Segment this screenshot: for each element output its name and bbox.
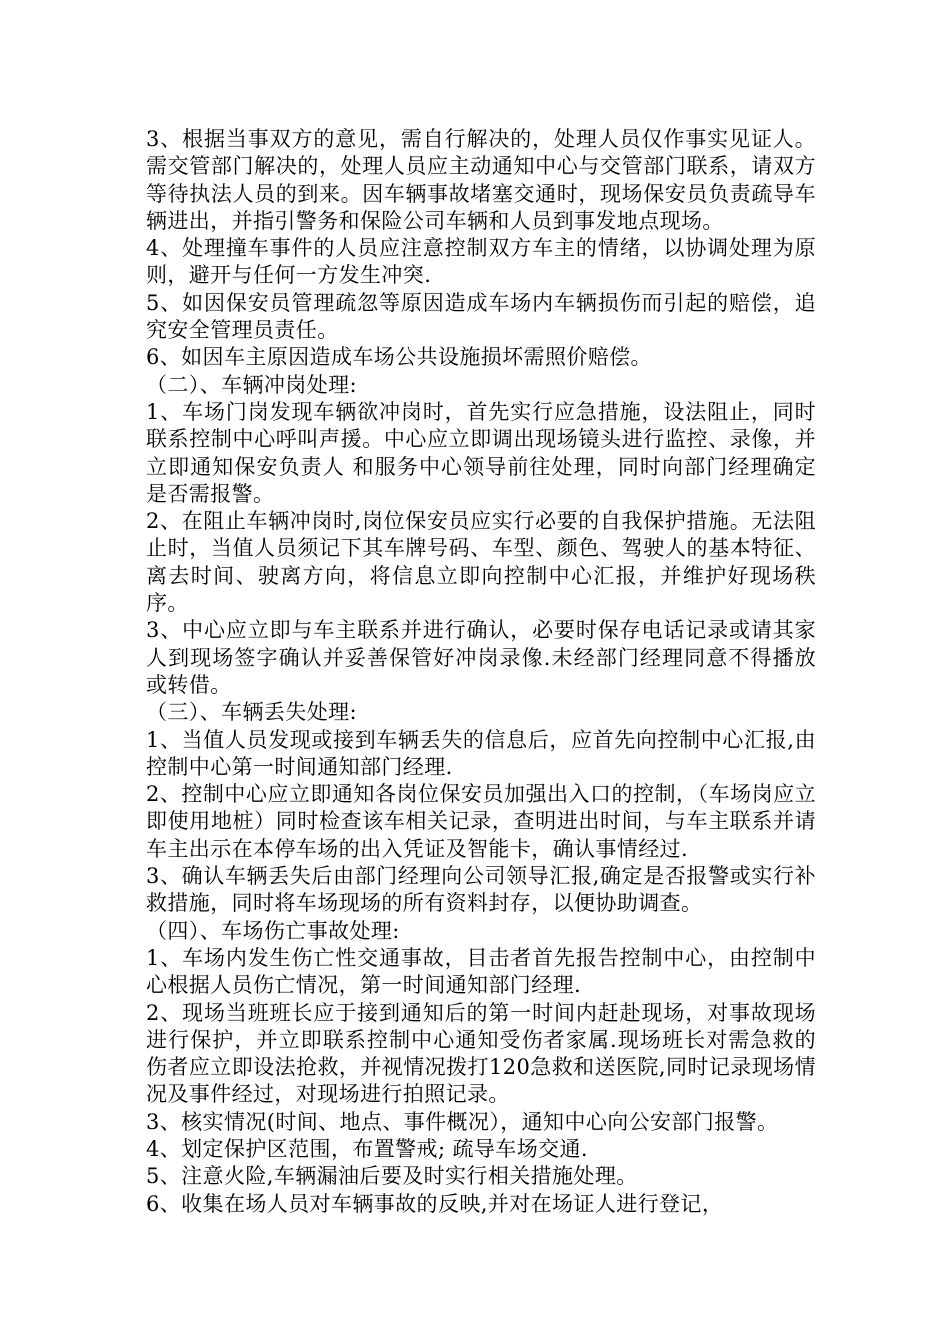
paragraph-casualty-6: 6、收集在场人员对车辆事故的反映,并对在场证人进行登记， bbox=[146, 1191, 724, 1216]
document-body bbox=[146, 126, 816, 1218]
paragraph-accident-3: 3、根据当事双方的意见，需自行解决的，处理人员仅作事实见证人。需交管部门解决的，处理人员应主动通知中心与交管部门联系，请双方等待执法人员的到来。因车辆事故堵塞交通时，现场保安员负责疏导车辆进出，并指引警务和保险公司车辆和人员到事发地点现场。 bbox=[146, 127, 816, 233]
paragraph-casualty-3: 3、核实情况(时间、地点、事件概况），通知中心向公安部门报警。 bbox=[146, 1109, 779, 1134]
paragraph-casualty-4: 4、划定保护区范围，布置警戒; 疏导车场交通. bbox=[146, 1136, 588, 1161]
paragraph-accident-6: 6、如因车主原因造成车场公共设施损坏需照价赔偿。 bbox=[146, 345, 652, 370]
paragraph-vehicle-loss-1: 1、当值人员发现或接到车辆丢失的信息后，应首先向控制中心汇报,由控制中心第一时间通知部门经理. bbox=[146, 727, 816, 779]
paragraph-break-gate-1: 1、车场门岗发现车辆欲冲岗时，首先实行应急措施，设法阻止，同时联系控制中心呼叫声援。中心应立即调出现场镜头进行监控、录像，并立即通知保安负责人 和服务中心领导前往处理，同时向部门经理确定是否需报警。 bbox=[146, 399, 816, 506]
paragraph-vehicle-loss-3: 3、确认车辆丢失后由部门经理向公司领导汇报,确定是否报警或实行补救措施，同时将车场现场的所有资料封存，以便协助调查。 bbox=[146, 864, 816, 916]
paragraph-break-gate-3: 3、中心应立即与车主联系并进行确认，必要时保存电话记录或请其家人到现场签字确认并妥善保管好冲岗录像.未经部门经理同意不得播放或转借。 bbox=[146, 618, 816, 697]
section-heading-vehicle-loss: （三）、车辆丢失处理: bbox=[146, 700, 357, 725]
section-heading-casualty: （四）、车场伤亡事故处理: bbox=[146, 918, 400, 943]
section-heading-break-gate: （二）、车辆冲岗处理: bbox=[146, 372, 357, 397]
paragraph-accident-5: 5、如因保安员管理疏忽等原因造成车场内车辆损伤而引起的赔偿，追究安全管理员责任。 bbox=[146, 290, 816, 343]
paragraph-vehicle-loss-2: 2、控制中心应立即通知各岗位保安员加强出入口的控制，（车场岗应立即使用地桩）同时检查该车相关记录，查明进出时间，与车主联系并请车主出示在本停车场的出入凭证及智能卡，确认事情经过. bbox=[146, 782, 816, 861]
paragraph-break-gate-2: 2、在阻止车辆冲岗时,岗位保安员应实行必要的自我保护措施。无法阻止时，当值人员须记下其车牌号码、车型、颜色、驾驶人的基本特征、离去时间、驶离方向，将信息立即向控制中心汇报，并维护好现场秩序。 bbox=[146, 509, 816, 616]
paragraph-accident-4: 4、处理撞车事件的人员应注意控制双方车主的情绪，以协调处理为原则，避开与任何一方发生冲突. bbox=[146, 236, 816, 288]
paragraph-casualty-5: 5、注意火险,车辆漏油后要及时实行相关措施处理。 bbox=[146, 1164, 638, 1189]
paragraph-casualty-1: 1、车场内发生伤亡性交通事故，目击者首先报告控制中心，由控制中心根据人员伤亡情况，第一时间通知部门经理. bbox=[146, 945, 816, 998]
paragraph-casualty-2: 2、现场当班班长应于接到通知后的第一时间内赶赴现场，对事故现场进行保护，并立即联系控制中心通知受伤者家属.现场班长对需急救的伤者应立即设法抢救，并视情况拨打120急救和送医院,同时记录现场情况及事件经过，对现场进行拍照记录。 bbox=[146, 1000, 816, 1107]
